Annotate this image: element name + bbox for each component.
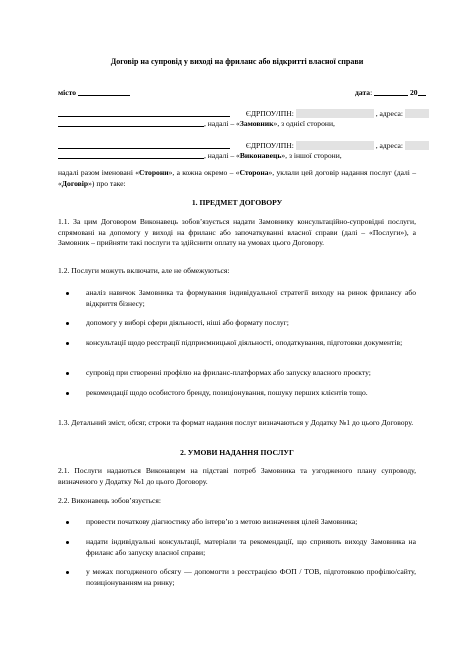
customer-role-post: », з однієї сторони, <box>273 119 335 128</box>
city-blank[interactable] <box>78 87 130 96</box>
list-item: у межах погодженого обсягу — допомогти з реєстрацією ФОП / ТОВ, підготовкою профілю/сайту, позиціонуванням на ринку; <box>86 567 416 587</box>
clause-2-2: 2.2. Виконавець зобов’язується: <box>58 496 161 505</box>
contractor-role: Виконавець <box>239 151 282 160</box>
list-item: аналіз навичок Замовника та формування індивідуальної стратегії виходу на ринок фрилансу або відкриття бізнесу; <box>86 288 416 308</box>
contractor-address-field[interactable] <box>405 141 429 150</box>
contractor-role-pre: , надалі – « <box>204 151 240 160</box>
bullet-dot <box>66 541 69 544</box>
date-blank[interactable] <box>374 87 408 96</box>
bullet-dot <box>66 342 69 345</box>
bullet-dot <box>66 322 69 325</box>
city-line <box>58 87 130 99</box>
bullet-dot <box>66 372 69 375</box>
document-title: Договір на супровід у виході на фриланс або відкритті власної справи <box>110 57 364 66</box>
clause-1-2: 1.2. Послуги можуть включати, але не обмежуються: <box>58 266 230 275</box>
contractor-edrpou-field[interactable] <box>296 141 374 150</box>
clause-1-1: 1.1. За цим Договором Виконавець зобов’язується надати Замовнику консультаційно-супровідні послуги, спрямовані на допомогу у виході на фриланс або започаткуванні власної справи (далі – «Послуги»), а Замовник – прийняти такі послуги та здійснити оплату на умовах цього Договору. <box>58 217 416 248</box>
customer-edrpou-label: ЄДРПОУ/ІПН: <box>245 109 294 118</box>
city-label: місто <box>58 88 77 97</box>
contractor-edrpou-label: ЄДРПОУ/ІПН: <box>245 141 294 150</box>
customer-name-blank[interactable] <box>58 108 230 117</box>
list-item: надати індивідуальні консультації, матеріали та рекомендації, що сприяють виходу Замовника на фриланс або запуску власної справи; <box>86 537 416 557</box>
clause-2-1: 2.1. Послуги надаються Виконавцем на підставі потреб Замовника та узгодженого плану супроводу, визначеного у Додатку №1 до цього Договору. <box>58 466 416 486</box>
bullet-dot <box>66 521 69 524</box>
list-item: допомогу у виборі сфери діяльності, ніші або формату послуг; <box>86 318 289 327</box>
contractor-extra-blank[interactable] <box>58 150 204 159</box>
customer-address-field[interactable] <box>405 109 429 118</box>
contractor-line-2 <box>58 150 342 162</box>
bullet-dot <box>66 392 69 395</box>
customer-line-2 <box>58 118 335 130</box>
contractor-name-blank[interactable] <box>58 140 230 149</box>
year-blank[interactable] <box>418 87 426 96</box>
clause-1-3: 1.3. Детальний зміст, обсяг, строки та формат надання послуг визначаються у Додатку №1 до цього Договору. <box>58 418 414 427</box>
date-label: дата <box>355 88 371 97</box>
list-item: консультації щодо реєстрації підприємницької діяльності, оподаткування, підготовки документів; <box>86 338 403 347</box>
customer-role: Замовник <box>239 119 274 128</box>
bullet-dot <box>66 571 69 574</box>
contractor-address-label: , адреса: <box>375 141 404 150</box>
customer-edrpou-field[interactable] <box>296 109 374 118</box>
list-item: рекомендації щодо особистого бренду, позиціонування, пошуку перших клієнтів тощо. <box>86 388 368 397</box>
year-prefix: 20 <box>409 88 418 97</box>
section-2-heading: 2. УМОВИ НАДАННЯ ПОСЛУГ <box>180 448 294 457</box>
list-item: провести початкову діагностику або інтерв’ю з метою визначення цілей Замовника; <box>86 517 358 526</box>
section-1-heading: 1. ПРЕДМЕТ ДОГОВОРУ <box>191 198 283 207</box>
intro-paragraph: надалі разом іменовані «Сторони», а кожна окремо – «Сторона», уклали цей договір надання послуг (далі – «Договір») про таке: <box>58 168 416 188</box>
customer-extra-blank[interactable] <box>58 118 204 127</box>
customer-role-pre: , надалі – « <box>204 119 240 128</box>
date-line: дата: 20 <box>355 87 426 99</box>
customer-address-label: , адреса: <box>375 109 404 118</box>
bullet-dot <box>66 292 69 295</box>
contractor-role-post: », з іншої сторони, <box>281 151 342 160</box>
list-item: супровід при створенні профілю на фриланс-платформах або запуску власного проєкту; <box>86 368 371 377</box>
